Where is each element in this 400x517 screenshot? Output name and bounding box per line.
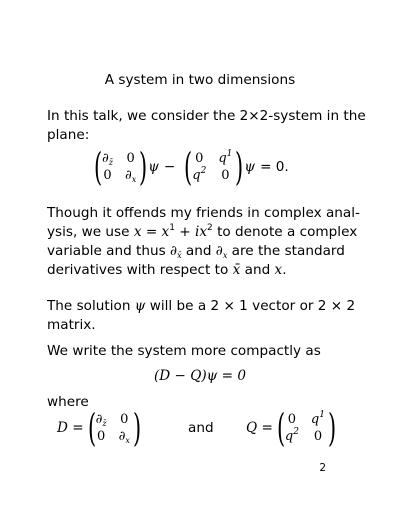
paragraph-compact: We write the system more compactly as (47, 343, 321, 359)
paragraph-complex-line-3: variable and thus $\partial_{x̄}$ and $\partial_x$ are the standard (47, 243, 345, 260)
paragraph-intro-line-1: In this talk, we consider the 2×2-system in the (47, 108, 366, 124)
d-equals: D = (57, 420, 84, 436)
paragraph-intro-line-2: plane: (47, 127, 90, 143)
q-equals: Q = (246, 420, 273, 436)
slide-title: A system in two dimensions (104, 72, 296, 88)
equation-system: ( $\partial_{z̄}$ 0 0 $\partial_x$ ) ψ − ( 0 $q^1$ $q^2$ 0 ) ψ = 0. (90, 147, 289, 187)
paragraph-solution-line-2: matrix. (47, 317, 96, 333)
minus-sign: − (163, 159, 176, 175)
definition-d (57, 408, 142, 448)
equals-zero: = 0. (260, 159, 289, 175)
paragraph-complex-line-4: derivatives with respect to x̄ and x. (47, 262, 287, 278)
matrix-q: ( 0 $q^1$ $q^2$ 0 ) (276, 406, 337, 450)
paragraph-solution-line-1: The solution ψ will be a 2 × 1 vector or 2 × 2 (47, 298, 356, 314)
paragraph-complex-line-2: ysis, we use $x = x^1 + ix^2$ to denote a complex (47, 223, 358, 240)
where-label: where (47, 394, 89, 410)
matrix-derivative: ( $\partial_{z̄}$ 0 0 $\partial_x$ ) (94, 145, 148, 189)
equation-compact: (D − Q)ψ = 0 (153, 368, 247, 384)
definition-q (246, 408, 337, 448)
matrix-potential: ( 0 $q^1$ $q^2$ 0 ) (184, 145, 244, 189)
page-number: 2 (319, 462, 326, 474)
paragraph-complex-line-1: Though it offends my friends in complex anal- (47, 205, 360, 221)
and-label: and (188, 420, 214, 436)
matrix-d: ( $\partial_{z̄}$ 0 0 $\partial_x$ ) (87, 406, 142, 450)
